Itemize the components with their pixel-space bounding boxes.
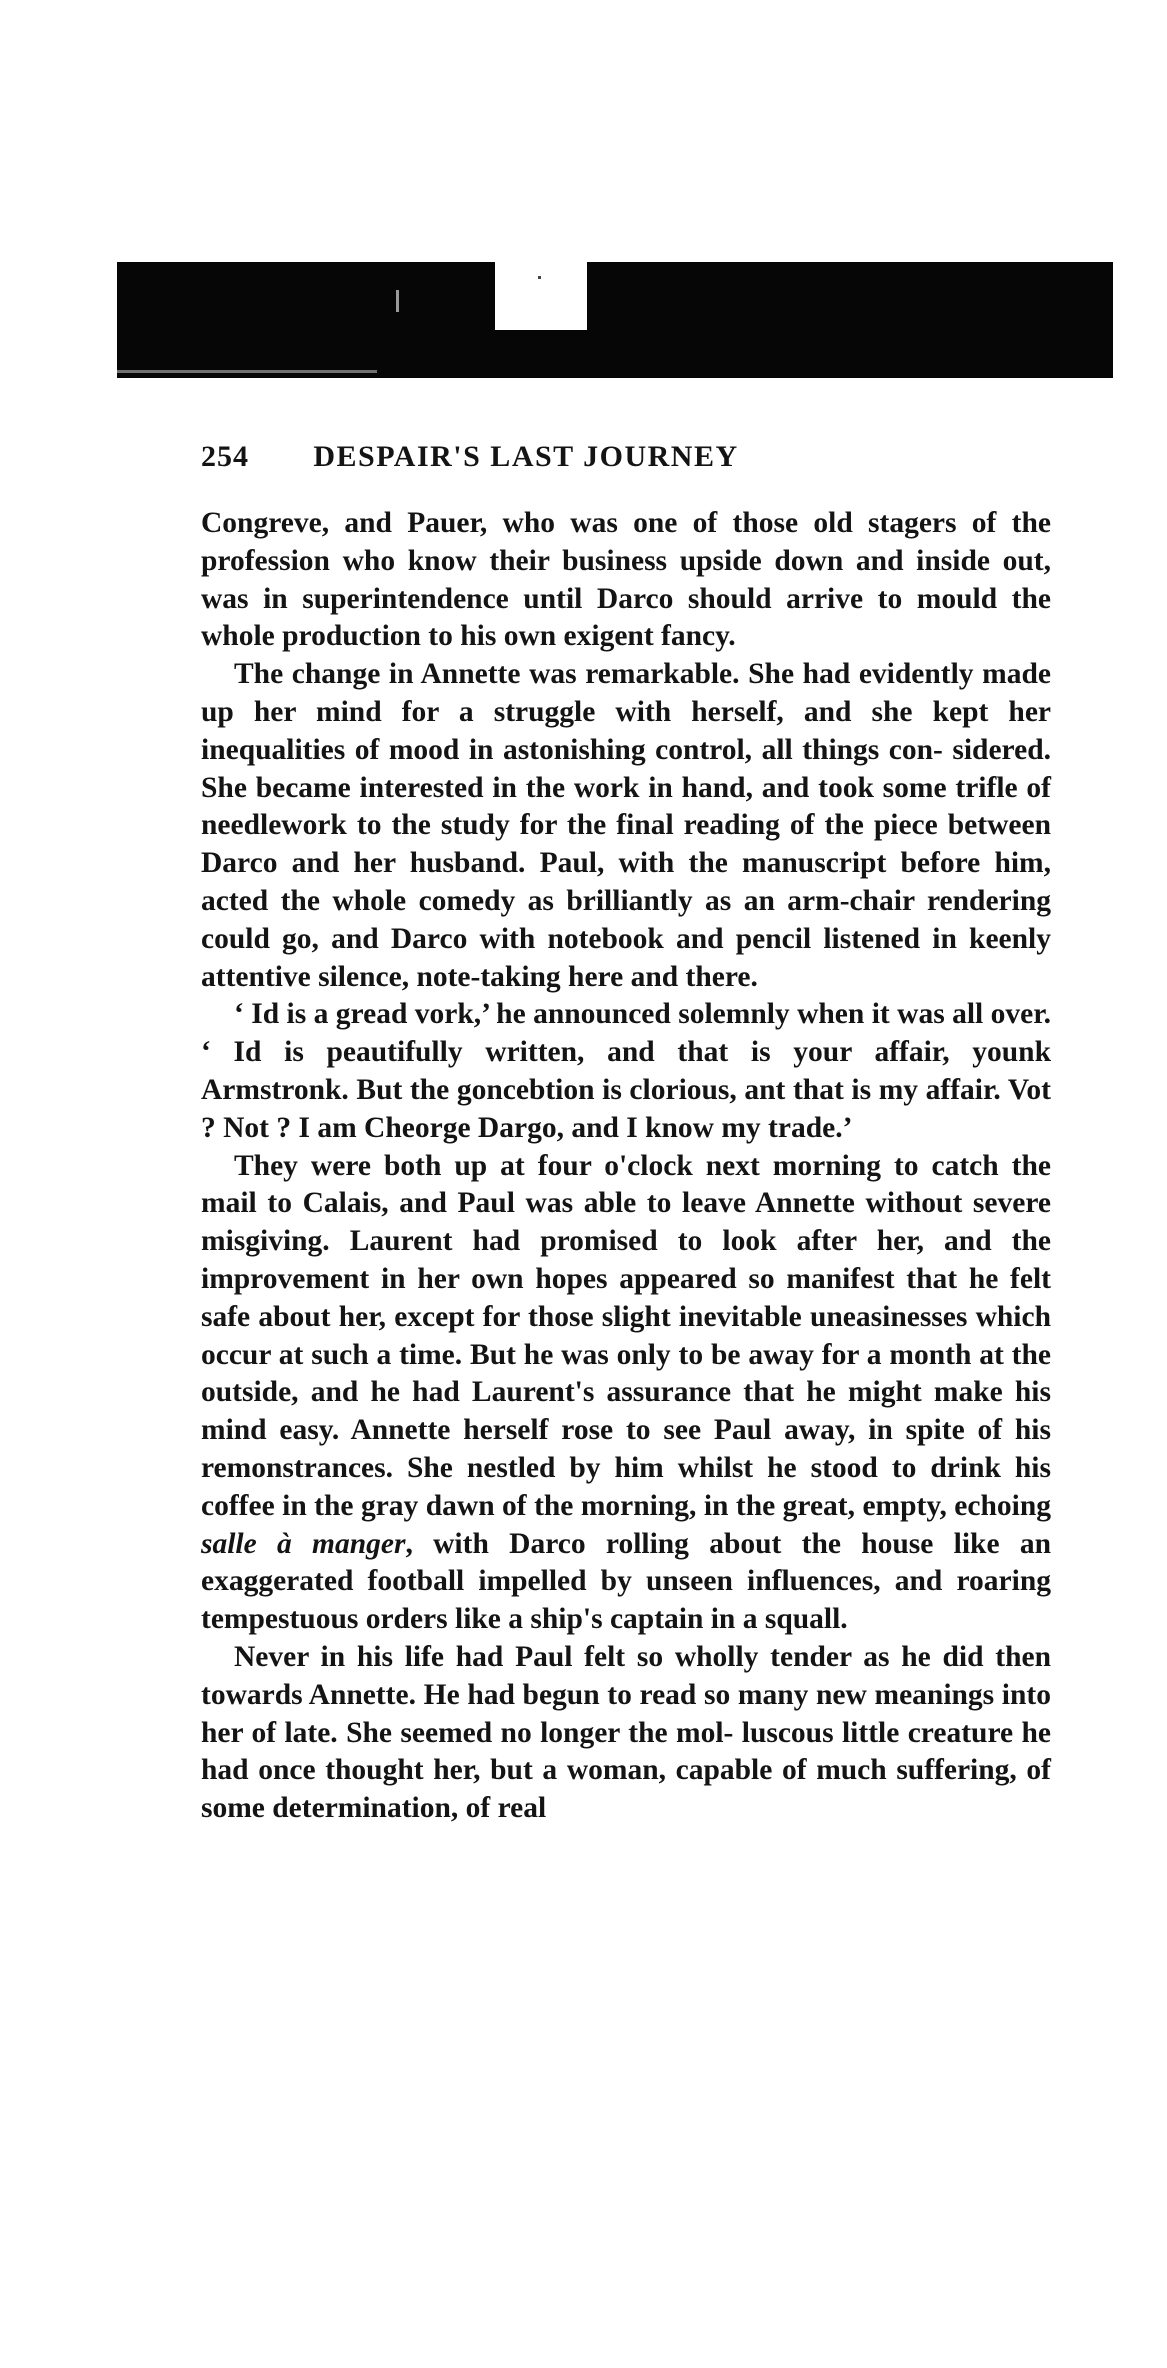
scan-artifact-notch [495,262,587,330]
body-text [201,505,1051,1828]
scan-artifact-underline [117,370,377,373]
page-header-title: DESPAIR'S LAST JOURNEY [313,440,739,473]
scan-artifact-bar [117,262,1113,378]
scan-artifact-speck [396,290,399,312]
paragraph-3: ‘ Id is a gread vork,’ he announced solemnly when it was all over. ‘ Id is peautifully written, and that is your affair, younk Armstronk. But the goncebtion is clorious, ant that is my affair. Vot ? Not ? I am Cheorge Dargo, and I know my trade.’ [201,998,1051,1144]
italic-phrase: salle à manger [201,1527,406,1560]
paragraph-4-text: They were both up at four o'clock next morning to catch the mail to Calais, and Paul was able to leave Annette without severe misgiving. Laurent had promised to look after her, and the improvement in her own hopes appeared so manifest that he felt safe about her, except for those slight inevitable uneasinesses which occur at such a time. But he was only to be away for a month at the outside, and he had Laurent's assurance that he might make his mind easy. Annette herself rose to see Paul away, in spite of his remonstrances. She nestled by him whilst he stood to drink his coffee in the gray dawn of the morning, in the great, empty, echoing [201,1149,1051,1522]
scan-artifact-dot [538,276,541,279]
running-head [201,440,851,480]
page-number: 254 [201,440,249,473]
paragraph-1: Congreve, and Pauer, who was one of those old stagers of the profession who know their business upside down and inside out, was in superintendence until Darco should arrive to mould the whole production to his own exigent fancy. [201,507,1051,653]
paragraph-2: The change in Annette was remarkable. She had evidently made up her mind for a struggle with herself, and she kept her inequalities of mood in astonishing control, all things con- sidered. She became interested in the work in hand, and took some trifle of needlework to the study for the final reading of the piece between Darco and her husband. Paul, with the manuscript before him, acted the whole comedy as brilliantly as an arm-chair rendering could go, and Darco with notebook and pencil listened in keenly attentive silence, note-taking here and there. [201,658,1051,993]
paragraph-5: Never in his life had Paul felt so wholly tender as he did then towards Annette. He had begun to read so many new meanings into her of late. She seemed no longer the mol- luscous little creature he had once thought her, but a woman, capable of much suffering, of some determination, of real [201,1640,1051,1825]
paragraph-4-tail: , with Darco rolling about the house like an exaggerated football impelled by unseen influences, and roaring tempestuous orders like a ship's captain in a squall. [201,1527,1051,1636]
paragraph-4 [201,1148,1051,1639]
